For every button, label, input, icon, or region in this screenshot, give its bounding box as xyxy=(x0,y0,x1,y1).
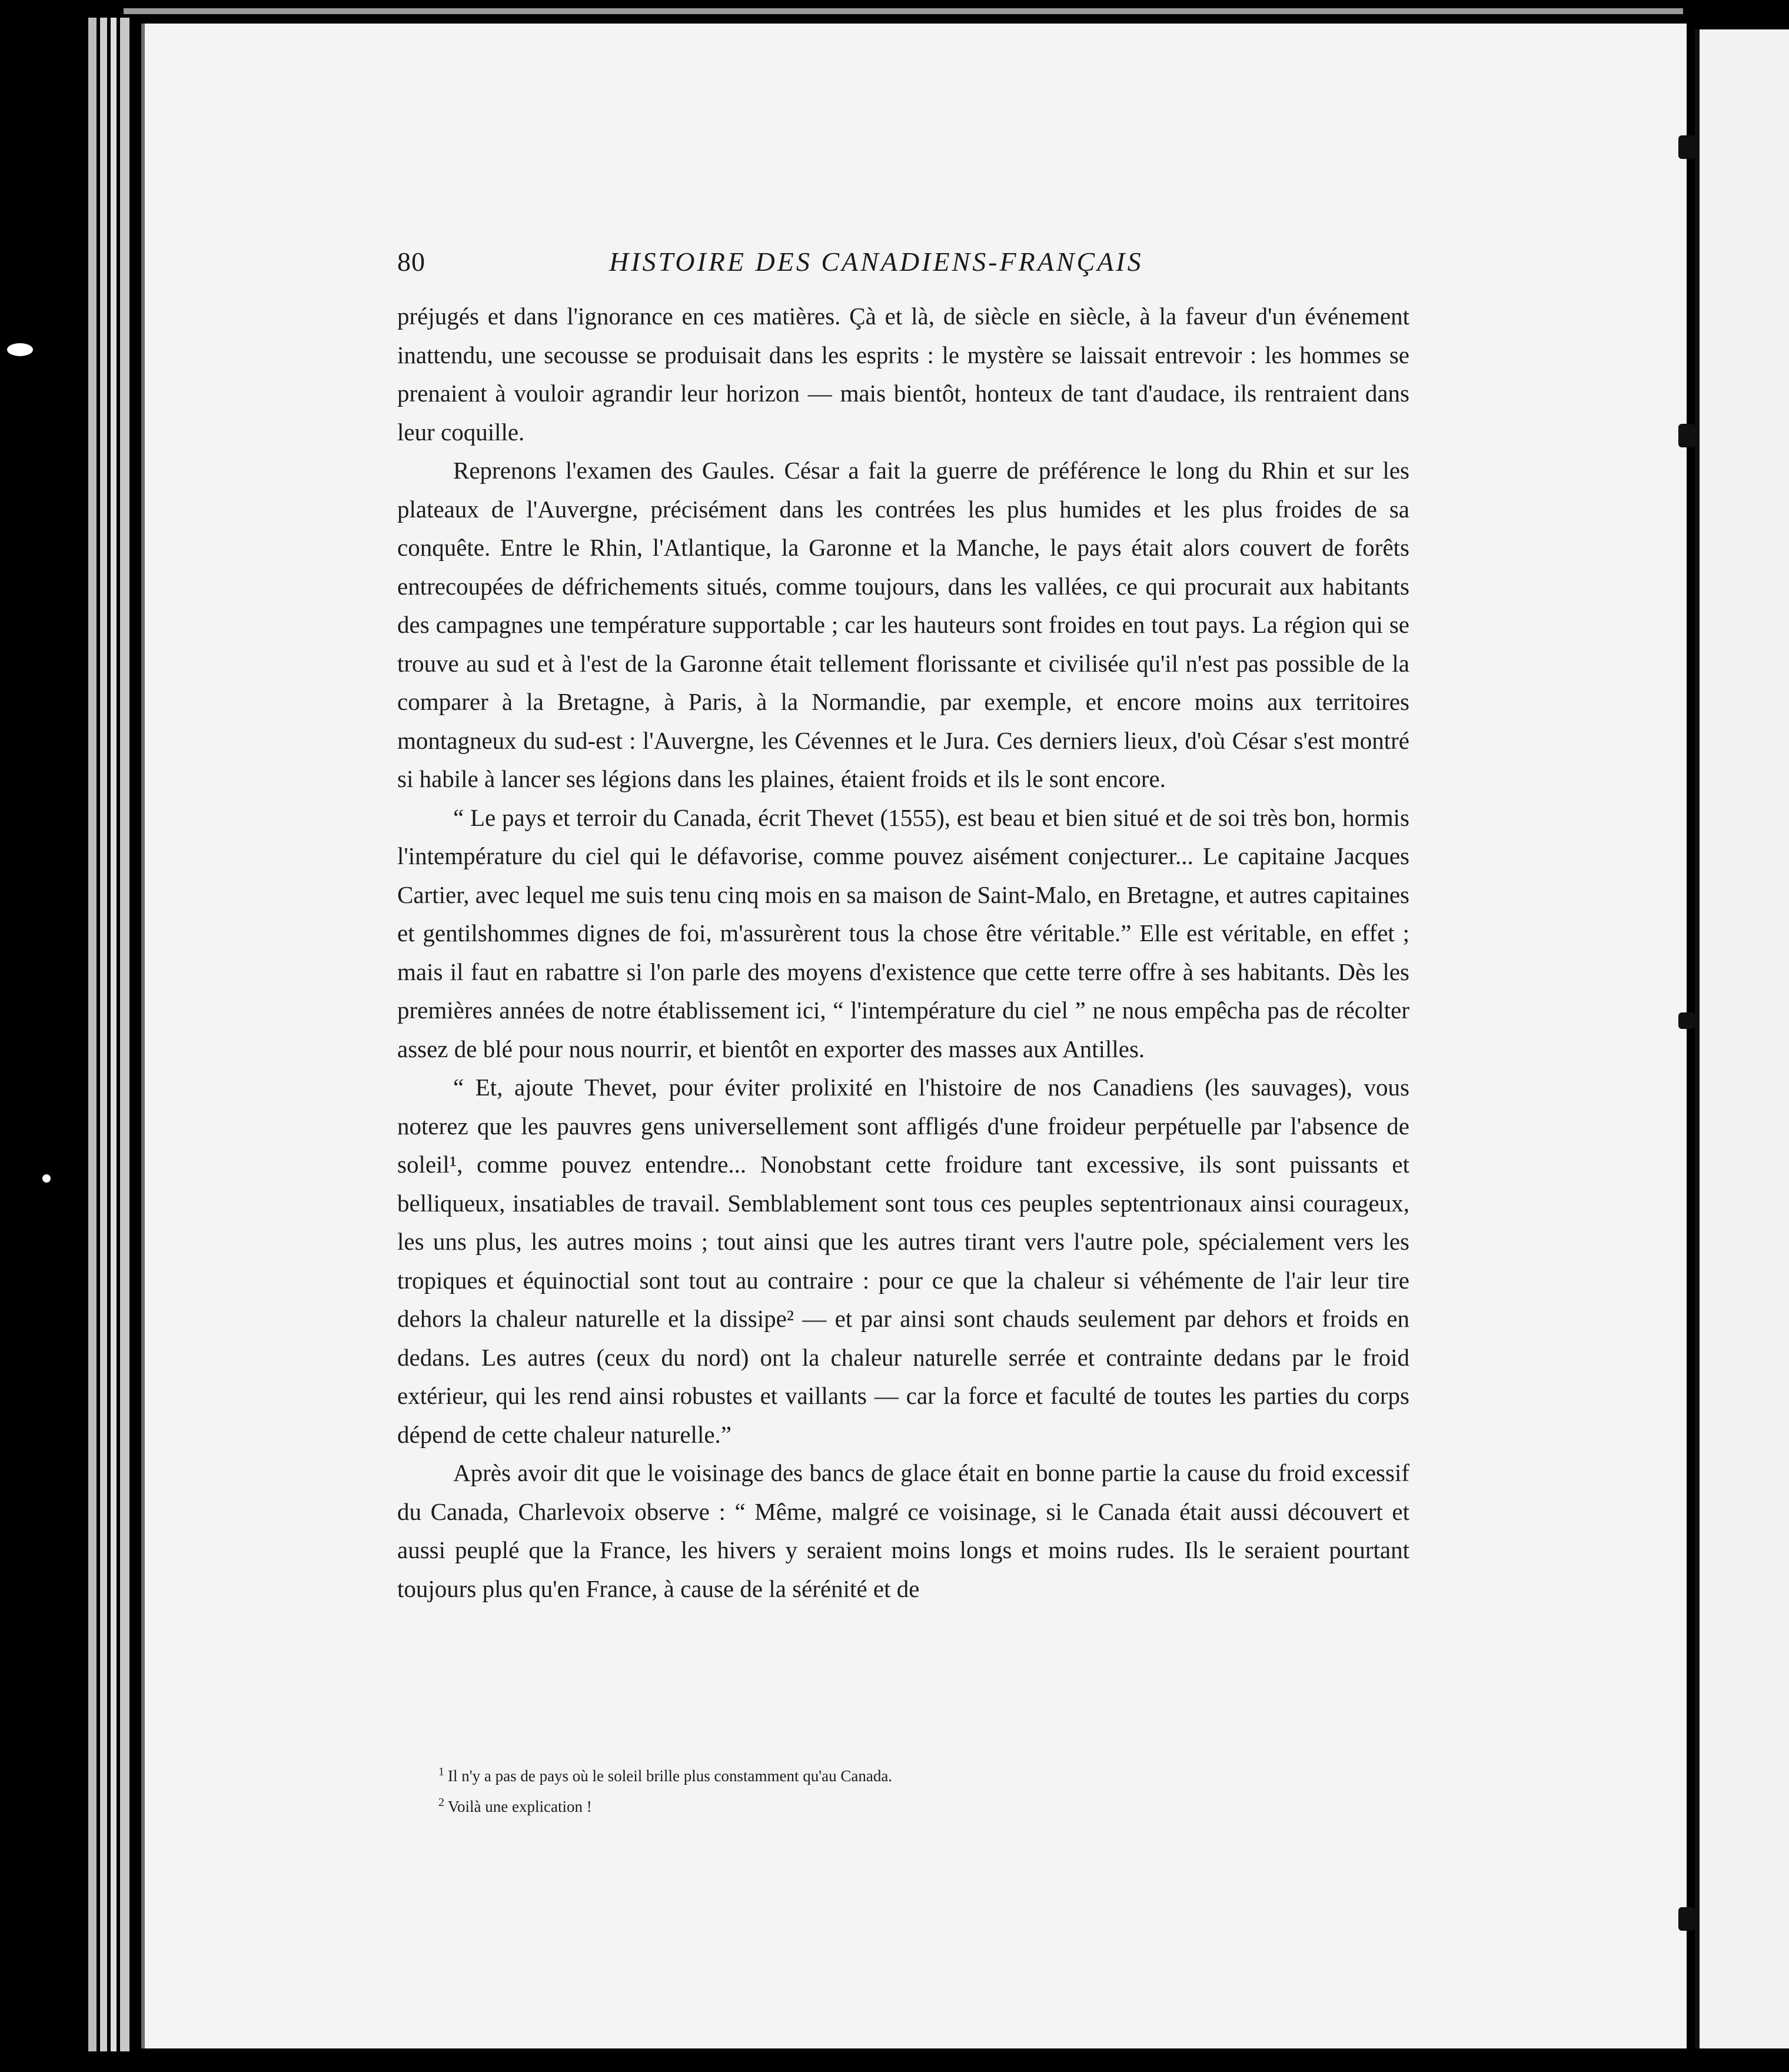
facing-page-edge xyxy=(1695,29,1789,2048)
page-number: 80 xyxy=(397,247,425,277)
paragraph: “ Et, ajoute Thevet, pour éviter prolixité en l'histoire de nos Canadiens (les sauvages), vous noterez que les pauvres gens universellement sont affligés d'une froideur perpétuelle par l'absence de soleil¹, comme pouvez entendre... Nonobstant cette froidure tant excessive, ils sont puissants et belliqueux, insatiables de travail. Semblablement sont tous ces peuples septentrionaux ainsi courageux, les uns plus, les autres moins ; tout ainsi que les autres tirant vers l'autre pole, spécialement vers les tropiques et équinoctial sont tout au contraire : pour ce que la chaleur si véhémente de l'air leur tire dehors la chaleur naturelle et la dissipe² — et par ainsi sont chauds seulement par dehors et froids en dedans. Les autres (ceux du nord) ont la chaleur naturelle serrée et contrainte dedans par le froid extérieur, qui les rend ainsi robustes et vaillants — car la force et faculté de toutes les parties du corps dépend de cette chaleur naturelle.” xyxy=(397,1074,1409,1448)
footnote-text: Il n'y a pas de pays où le soleil brille plus constamment qu'au Canada. xyxy=(448,1767,893,1785)
paragraph: préjugés et dans l'ignorance en ces matières. Çà et là, de siècle en siècle, à la faveur d'un événement inattendu, une secousse se produisait dans les esprits : le mystère se laissait entrevoir : les hommes se prenaient à vouloir agrandir leur horizon — mais bientôt, honteux de tant d'audace, ils rentraient dans leur coquille. xyxy=(397,303,1409,446)
page-top-edge xyxy=(124,8,1683,14)
scan-speck xyxy=(7,343,33,356)
page-edge xyxy=(88,18,97,2051)
scan-speck xyxy=(42,1174,51,1183)
page-edge xyxy=(100,18,107,2051)
binding-mark xyxy=(1678,1907,1695,1931)
page-header xyxy=(397,246,1409,281)
page-edge xyxy=(111,18,117,2051)
binding-mark xyxy=(1678,1012,1695,1029)
paragraph: “ Le pays et terroir du Canada, écrit Thevet (1555), est beau et bien situé et de soi très bon, hormis l'intempérature du ciel qui le défavorise, comme pouvez aisément conjecturer... Le capitaine Jacques Cartier, avec lequel me suis tenu cinq mois en sa maison de Saint-Malo, en Bretagne, et autres capitaines et gentilshommes dignes de foi, m'assurèrent tous la chose être véritable.” Elle est véritable, en effet ; mais il faut en rabattre si l'on parle des moyens d'existence que cette terre offre à ses habitants. Dès les premières années de notre établissement ici, “ l'intempérature du ciel ” ne nous empêcha pas de récolter assez de blé pour nous nourrir, et bientôt en exporter des masses aux Antilles. xyxy=(397,803,1409,1062)
footnotes xyxy=(438,1759,1380,1820)
footnote-mark: 1 xyxy=(438,1765,444,1778)
page-edge xyxy=(120,18,129,2051)
footnote-mark: 2 xyxy=(438,1796,444,1809)
footnote xyxy=(438,1789,1380,1820)
footnote xyxy=(438,1759,1380,1789)
running-title: HISTOIRE DES CANADIENS-FRANÇAIS xyxy=(609,247,1143,277)
paragraph: Reprenons l'examen des Gaules. César a fait la guerre de préférence le long du Rhin et sur les plateaux de l'Auvergne, précisément dans les contrées les plus humides et les plus froides de sa conquête. Entre le Rhin, l'Atlantique, la Garonne et la Manche, le pays était alors couvert de forêts entrecoupées de défrichements situés, comme toujours, dans les vallées, ce qui procurait aux habitants des campagnes une température supportable ; car les hauteurs sont froides en tout pays. La région qui se trouve au sud et à l'est de la Garonne était tellement florissante et civilisée qu'il n'est pas possible de la comparer à la Bretagne, à Paris, à la Normandie, par exemple, et encore moins aux territoires montagneux du sud-est : l'Auvergne, les Cévennes et le Jura. Ces derniers lieux, d'où César s'est montré si habile à lancer ses légions dans les plaines, étaient froids et ils le sont encore. xyxy=(397,457,1409,792)
body-text xyxy=(397,297,1409,1608)
binding-mark xyxy=(1678,135,1695,159)
binding-mark xyxy=(1678,424,1695,447)
footnote-text: Voilà une explication ! xyxy=(448,1798,592,1815)
paragraph: Après avoir dit que le voisinage des bancs de glace était en bonne partie la cause du froid excessif du Canada, Charlevoix observe : “ Même, malgré ce voisinage, si le Canada était aussi découvert et aussi peuplé que la France, les hivers y seraient moins longs et moins rudes. Ils le seraient pourtant toujours plus qu'en France, à cause de la sérénité et de xyxy=(397,1459,1409,1602)
